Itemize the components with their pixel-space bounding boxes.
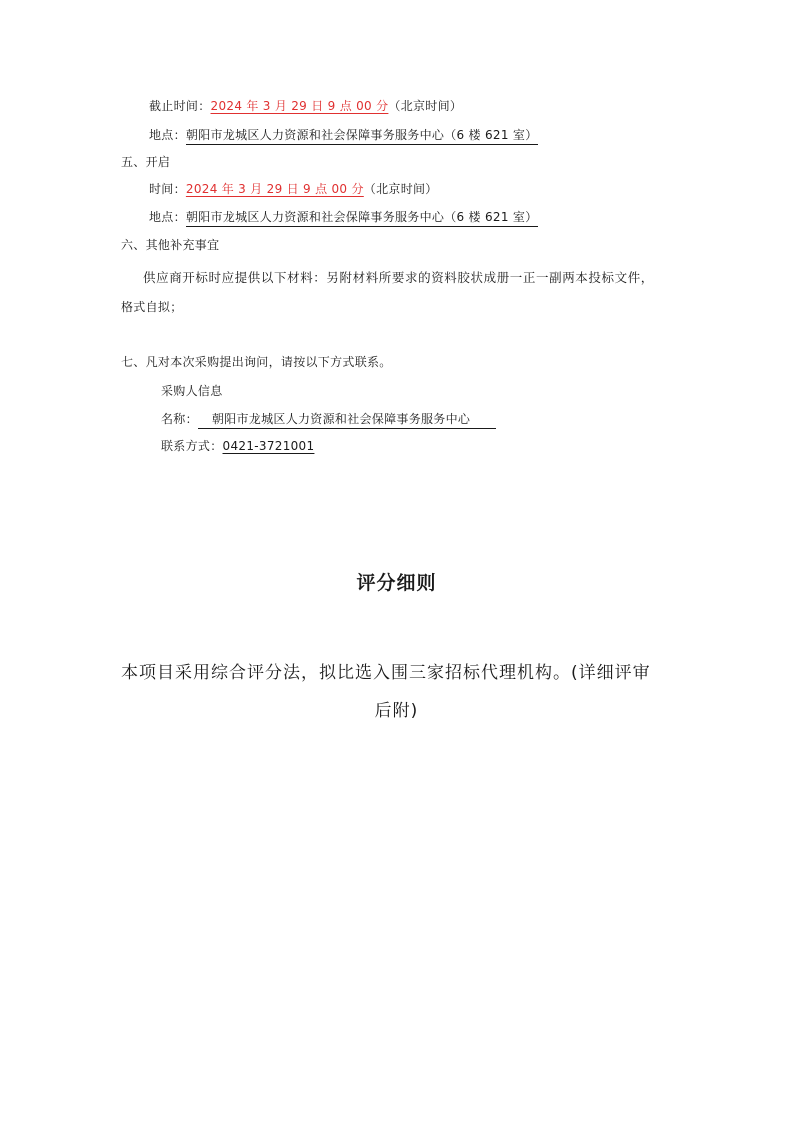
section7-heading: 七、凡对本次采购提出询问，请按以下方式联系。 bbox=[121, 355, 392, 369]
section5-datetime: 2024 年 3 月 29 日 9 点 00 分 bbox=[185, 182, 364, 196]
purchaser-name-value: 朝阳市龙城区人力资源和社会保障事务服务中心 bbox=[198, 410, 496, 429]
purchaser-name-label: 名称： bbox=[161, 412, 198, 426]
purchaser-name-line bbox=[161, 410, 496, 429]
deadline-location-value: 朝阳市龙城区人力资源和社会保障事务服务中心（6 楼 621 室） bbox=[186, 126, 538, 145]
section5-time-label: 时间： bbox=[149, 182, 186, 196]
section5-location-label: 地点： bbox=[149, 210, 186, 224]
deadline-timezone: （北京时间） bbox=[388, 99, 463, 113]
section5-time-line bbox=[149, 180, 438, 197]
purchaser-contact-label: 联系方式： bbox=[161, 439, 223, 453]
deadline-datetime: 2024 年 3 月 29 日 9 点 00 分 bbox=[210, 99, 389, 113]
purchaser-info-label: 采购人信息 bbox=[161, 384, 223, 398]
deadline-label: 截止时间： bbox=[149, 99, 211, 113]
scoring-description-line2: 后附) bbox=[374, 701, 419, 721]
scoring-description-line1: 本项目采用综合评分法，拟比选入围三家招标代理机构。(详细评审 bbox=[121, 663, 651, 683]
section5-heading: 五、开启 bbox=[121, 155, 171, 169]
deadline-location-line bbox=[149, 126, 538, 145]
purchaser-contact-value: 0421-3721001 bbox=[222, 439, 315, 453]
section5-location-value: 朝阳市龙城区人力资源和社会保障事务服务中心（6 楼 621 室） bbox=[186, 208, 538, 227]
section5-location-line bbox=[149, 208, 538, 227]
purchaser-contact-line bbox=[161, 437, 314, 454]
deadline-line bbox=[149, 97, 462, 114]
section5-timezone: （北京时间） bbox=[363, 182, 438, 196]
section6-paragraph-line2: 格式自拟； bbox=[121, 300, 183, 314]
deadline-location-label: 地点： bbox=[149, 128, 186, 142]
scoring-title: 评分细则 bbox=[356, 572, 437, 594]
section6-paragraph-line1: 供应商开标时应提供以下材料：另附材料所要求的资料胶状成册一正一副两本投标文件， bbox=[143, 270, 654, 285]
section6-heading: 六、其他补充事宜 bbox=[121, 238, 220, 252]
